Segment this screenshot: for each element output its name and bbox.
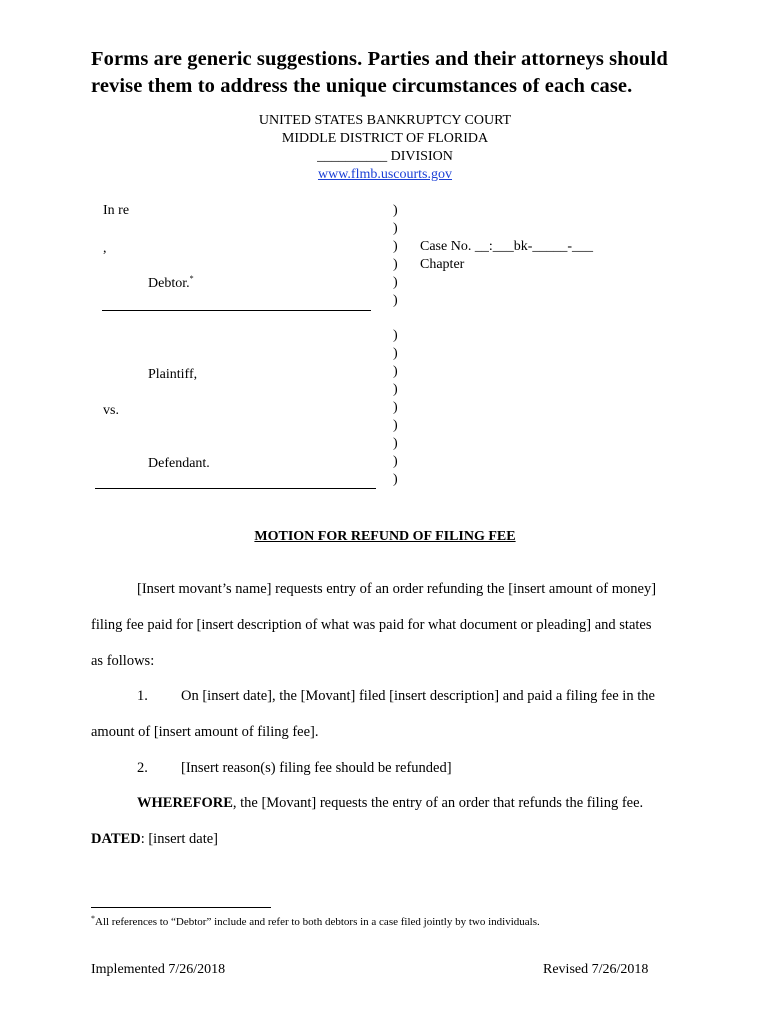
motion-title: MOTION FOR REFUND OF FILING FEE xyxy=(254,529,516,544)
item-1-number: 1. xyxy=(137,688,148,704)
vs-label: vs. xyxy=(103,403,119,418)
debtor-name-comma: , xyxy=(103,241,107,256)
caption-paren: ) xyxy=(393,257,398,272)
caption-paren: ) xyxy=(393,275,398,290)
defendant-label: Defendant. xyxy=(148,456,210,471)
caption-paren: ) xyxy=(393,346,398,361)
caption-paren: ) xyxy=(393,364,398,379)
caption-paren: ) xyxy=(393,382,398,397)
item-1-line-2: amount of [insert amount of filing fee]. xyxy=(91,724,319,740)
generic-forms-notice: Forms are generic suggestions. Parties and their attorneys should revise them to address the unique circumstances of each case. xyxy=(91,48,668,97)
chapter-label: Chapter xyxy=(420,257,465,272)
debtor-text: Debtor. xyxy=(148,276,190,291)
item-1-line-1: On [insert date], the [Movant] filed [insert description] and paid a filing fee in the xyxy=(181,688,655,704)
intro-line-3: as follows: xyxy=(91,653,155,669)
caption-divider-2 xyxy=(95,488,376,489)
wherefore-clause xyxy=(137,795,643,812)
dated-text: : [insert date] xyxy=(140,831,218,847)
caption-paren: ) xyxy=(393,400,398,415)
revised-date: Revised 7/26/2018 xyxy=(543,962,649,977)
intro-line-1: [Insert movant’s name] requests entry of an order refunding the [insert amount of money] xyxy=(137,581,657,597)
implemented-date: Implemented 7/26/2018 xyxy=(91,962,226,977)
debtor-footnote-mark: * xyxy=(189,274,194,283)
footnote-separator xyxy=(91,907,271,908)
court-division: __________ DIVISION xyxy=(317,149,453,164)
wherefore-label: WHEREFORE xyxy=(137,795,233,811)
court-website-row xyxy=(0,167,770,183)
caption-paren: ) xyxy=(393,293,398,308)
caption-paren: ) xyxy=(393,454,398,469)
debtor-label xyxy=(148,276,194,292)
court-name: UNITED STATES BANKRUPTCY COURT xyxy=(258,113,512,128)
caption-paren: ) xyxy=(393,328,398,343)
court-website-link[interactable]: www.flmb.uscourts.gov xyxy=(317,167,453,182)
footnote-text: All references to “Debtor” include and refer to both debtors in a case filed jointly by two individuals. xyxy=(95,916,540,928)
plaintiff-label: Plaintiff, xyxy=(148,367,198,382)
case-number: Case No. __:___bk-_____-___ xyxy=(420,239,594,254)
caption-paren: ) xyxy=(393,221,398,236)
footnote xyxy=(91,916,540,928)
wherefore-text: , the [Movant] requests the entry of an order that refunds the filing fee. xyxy=(232,795,644,811)
dated-line xyxy=(91,831,218,848)
item-2-number: 2. xyxy=(137,760,148,776)
footnote-mark: * xyxy=(91,914,95,923)
in-re-label: In re xyxy=(103,203,130,218)
caption-paren: ) xyxy=(393,239,398,254)
dated-label: DATED xyxy=(91,831,141,847)
caption-paren: ) xyxy=(393,418,398,433)
caption-divider-1 xyxy=(102,310,371,311)
caption-paren: ) xyxy=(393,436,398,451)
caption-paren: ) xyxy=(393,203,398,218)
caption-paren: ) xyxy=(393,472,398,487)
court-district: MIDDLE DISTRICT OF FLORIDA xyxy=(281,131,489,146)
intro-line-2: filing fee paid for [insert description of what was paid for what document or pleading] and states xyxy=(91,617,652,633)
item-2-text: [Insert reason(s) filing fee should be refunded] xyxy=(181,760,452,776)
